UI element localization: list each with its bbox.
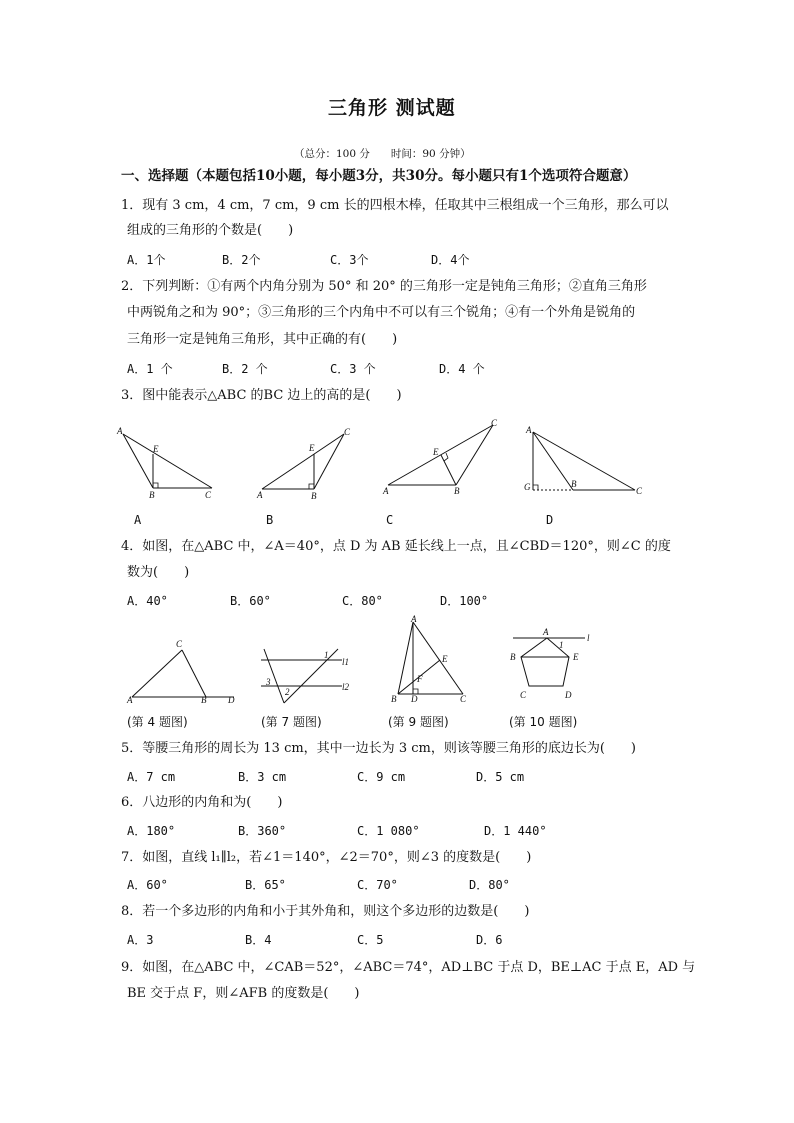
- caption-q9: (第 9 题图): [388, 715, 449, 729]
- q10-label-1: 1: [559, 640, 564, 650]
- q7-label-2: 2: [285, 687, 290, 697]
- question-4-line-2: 数为( ): [127, 565, 190, 580]
- q7-figure: [256, 643, 356, 709]
- caption-q4: (第 4 题图): [127, 715, 188, 729]
- question-4-line-1: 4．如图，在△ABC 中，∠A＝40°，点 D 为 AB 延长线上一点，且∠CBD＝120°，则∠C 的度: [121, 539, 671, 554]
- q7-option-b: B．65°: [245, 878, 286, 892]
- q1-option-a: A．1个: [127, 253, 166, 267]
- q1-option-b: B．2个: [222, 253, 261, 267]
- q3b-label-a: A: [257, 490, 263, 500]
- q9-label-b: B: [391, 694, 397, 704]
- q3d-label-c: C: [636, 486, 643, 496]
- q7-option-a: A．60°: [127, 878, 168, 892]
- q3a-label-e: E: [153, 444, 159, 454]
- q3-figure-d: [515, 422, 650, 502]
- q3b-label-c: C: [344, 427, 351, 437]
- q9-figure: [385, 612, 475, 708]
- q7-label-l1: l1: [342, 657, 350, 667]
- q3a-label-c: C: [205, 490, 212, 500]
- q1-option-c: C．3个: [330, 253, 369, 267]
- q6-option-d: D．1 440°: [484, 824, 547, 838]
- q3-figure-a: [115, 422, 220, 502]
- q8-option-a: A．3: [127, 933, 154, 947]
- question-1-line-1: 1．现有 3 cm，4 cm，7 cm，9 cm 长的四根木棒，任取其中三根组成一个三角形，那么可以: [121, 198, 669, 213]
- page-title: 三角形 测试题: [328, 97, 456, 119]
- question-5-line-1: 5．等腰三角形的周长为 13 cm，其中一边长为 3 cm，则该等腰三角形的底边长为( ): [121, 741, 636, 756]
- question-9-line-1: 9．如图，在△ABC 中，∠CAB＝52°，∠ABC＝74°，AD⊥BC 于点 D，BE⊥AC 于点 E，AD 与: [121, 960, 696, 975]
- q4-label-a: A: [127, 695, 133, 705]
- q8-option-d: D．6: [476, 933, 503, 947]
- q1-option-d: D．4个: [431, 253, 470, 267]
- q4-option-b: B．60°: [230, 594, 271, 608]
- q4-label-d: D: [228, 695, 235, 705]
- caption-q7: (第 7 题图): [261, 715, 322, 729]
- q5-option-c: C．9 cm: [357, 770, 406, 784]
- q10-label-a: A: [543, 627, 549, 637]
- q3-figure-label-c: C: [386, 513, 394, 527]
- q7-label-l2: l2: [342, 682, 350, 692]
- q6-option-c: C．1 080°: [357, 824, 420, 838]
- q9-label-c: C: [460, 694, 467, 704]
- q6-option-b: B．360°: [238, 824, 287, 838]
- q3d-label-b: B: [571, 479, 577, 489]
- question-2-line-1: 2．下列判断：①有两个内角分别为 50° 和 20° 的三角形一定是钝角三角形；②直角三角形: [121, 279, 647, 294]
- q5-option-a: A．7 cm: [127, 770, 176, 784]
- question-2-line-3: 三角形一定是钝角三角形，其中正确的有( ): [127, 332, 398, 347]
- q3d-label-g: G: [524, 482, 531, 492]
- q7-option-c: C．70°: [357, 878, 398, 892]
- q3c-label-c: C: [491, 418, 498, 428]
- question-7-line-1: 7．如图，直线 l₁∥l₂，若∠1＝140°，∠2＝70°，则∠3 的度数是( ): [121, 850, 532, 865]
- caption-q10: (第 10 题图): [509, 715, 578, 729]
- q9-label-d: D: [411, 694, 418, 704]
- q8-option-b: B．4: [245, 933, 272, 947]
- question-6-line-1: 6．八边形的内角和为( ): [121, 795, 283, 810]
- question-8-line-1: 8．若一个多边形的内角和小于其外角和，则这个多边形的边数是( ): [121, 904, 530, 919]
- q10-label-e: E: [573, 652, 579, 662]
- q9-label-e: E: [442, 654, 448, 664]
- q3c-label-a: A: [383, 486, 389, 496]
- question-3-line-1: 3．图中能表示△ABC 的BC 边上的高的是( ): [121, 388, 402, 403]
- q7-label-3: 3: [266, 677, 271, 687]
- q3b-label-b: B: [311, 491, 317, 501]
- q4-option-a: A．40°: [127, 594, 168, 608]
- q9-label-f: F: [417, 674, 423, 684]
- q10-figure: [505, 624, 600, 708]
- q4-label-c: C: [176, 639, 183, 649]
- q5-option-b: B．3 cm: [238, 770, 287, 784]
- q7-label-1: 1: [324, 650, 329, 660]
- q3-figure-label-a: A: [134, 513, 142, 527]
- q6-option-a: A．180°: [127, 824, 176, 838]
- q5-option-d: D．5 cm: [476, 770, 525, 784]
- q3d-label-a: A: [526, 425, 532, 435]
- q3a-label-b: B: [149, 490, 155, 500]
- q3c-label-b: B: [454, 486, 460, 496]
- q3b-label-e: E: [309, 443, 315, 453]
- q10-label-d: D: [565, 690, 572, 700]
- q4-label-b: B: [201, 695, 207, 705]
- q3c-label-e: E: [433, 447, 439, 457]
- q7-option-d: D．80°: [469, 878, 510, 892]
- q3-figure-b: [252, 422, 357, 502]
- subtitle: （总分：100 分 时间：90 分钟）: [294, 148, 471, 160]
- section-heading: 一、选择题（本题包括10小题，每小题3分，共30分。每小题只有1个选项符合题意）: [121, 168, 637, 184]
- q9-label-a: A: [411, 614, 417, 624]
- q3-figure-label-d: D: [546, 513, 554, 527]
- q2-option-a: A．1 个: [127, 362, 173, 376]
- q3a-label-a: A: [117, 426, 123, 436]
- question-9-line-2: BE 交于点 F，则∠AFB 的度数是( ): [127, 986, 360, 1001]
- q4-option-c: C．80°: [342, 594, 383, 608]
- q2-option-b: B．2 个: [222, 362, 268, 376]
- q4-figure: [124, 635, 242, 707]
- q10-label-l: l: [587, 633, 590, 643]
- q3-figure-c: [378, 415, 503, 502]
- q3-figure-label-b: B: [266, 513, 274, 527]
- q4-option-d: D．100°: [440, 594, 489, 608]
- q2-option-c: C．3 个: [330, 362, 376, 376]
- question-2-line-2: 中两锐角之和为 90°；③三角形的三个内角中不可以有三个锐角；④有一个外角是锐角的: [127, 305, 636, 320]
- q10-label-b: B: [510, 652, 516, 662]
- question-1-line-2: 组成的三角形的个数是( ): [127, 223, 294, 238]
- q2-option-d: D．4 个: [439, 362, 485, 376]
- q8-option-c: C．5: [357, 933, 384, 947]
- q10-label-c: C: [520, 690, 527, 700]
